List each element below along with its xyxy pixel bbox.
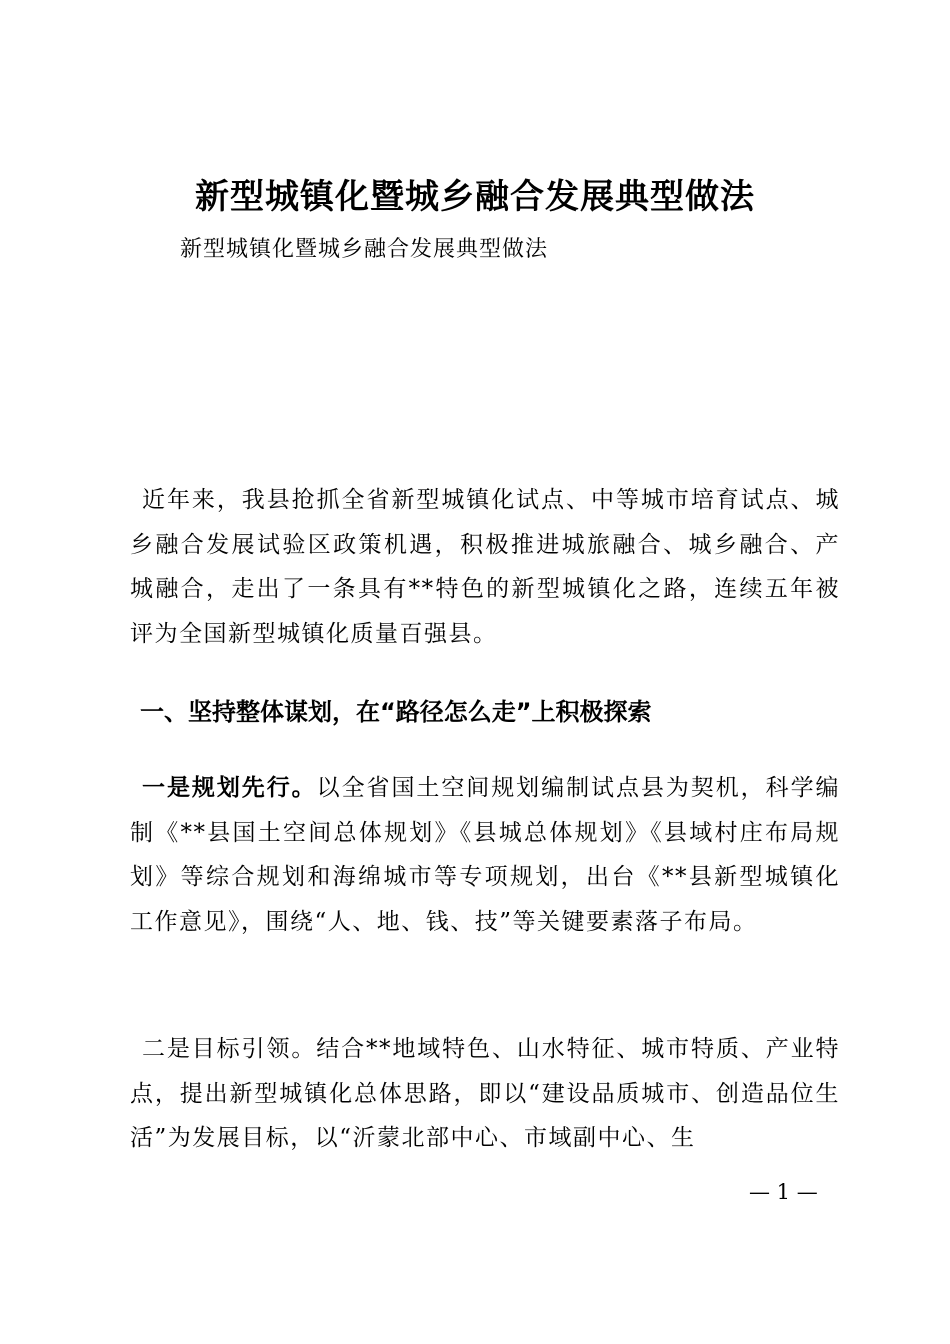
point-1-lead: 一是规划先行。: [142, 775, 317, 801]
section-heading-1: 一、坚持整体谋划，在“路径怎么走”上积极探索: [140, 698, 652, 726]
intro-paragraph: 近年来，我县抢抓全省新型城镇化试点、中等城市培育试点、城乡融合发展试验区政策机遇，积极推进城旅融合、城乡融合、产城融合，走出了一条具有**特色的新型城镇化之路，连续五年被评为全国新型城镇化质量百强县。: [130, 487, 840, 647]
point-2-paragraph: 二是目标引领。结合**地域特色、山水特征、城市特质、产业特点，提出新型城镇化总体思路，即以“建设品质城市、创造品位生活”为发展目标，以“沂蒙北部中心、市域副中心、生: [130, 1036, 840, 1151]
page-number: — 1 —: [749, 1180, 818, 1204]
point-1-text: 以全省国土空间规划编制试点县为契机，科学编制《**县国土空间总体规划》《县城总体规划》《县域村庄布局规划》等综合规划和海绵城市等专项规划，出台《**县新型城镇化工作意见》，围绕“人、地、钱、技”等关键要素落子布局。: [130, 775, 841, 935]
point-1-paragraph: [130, 766, 840, 944]
document-title: 新型城镇化暨城乡融合发展典型做法: [195, 177, 755, 217]
document-subtitle: 新型城镇化暨城乡融合发展典型做法: [180, 237, 549, 262]
